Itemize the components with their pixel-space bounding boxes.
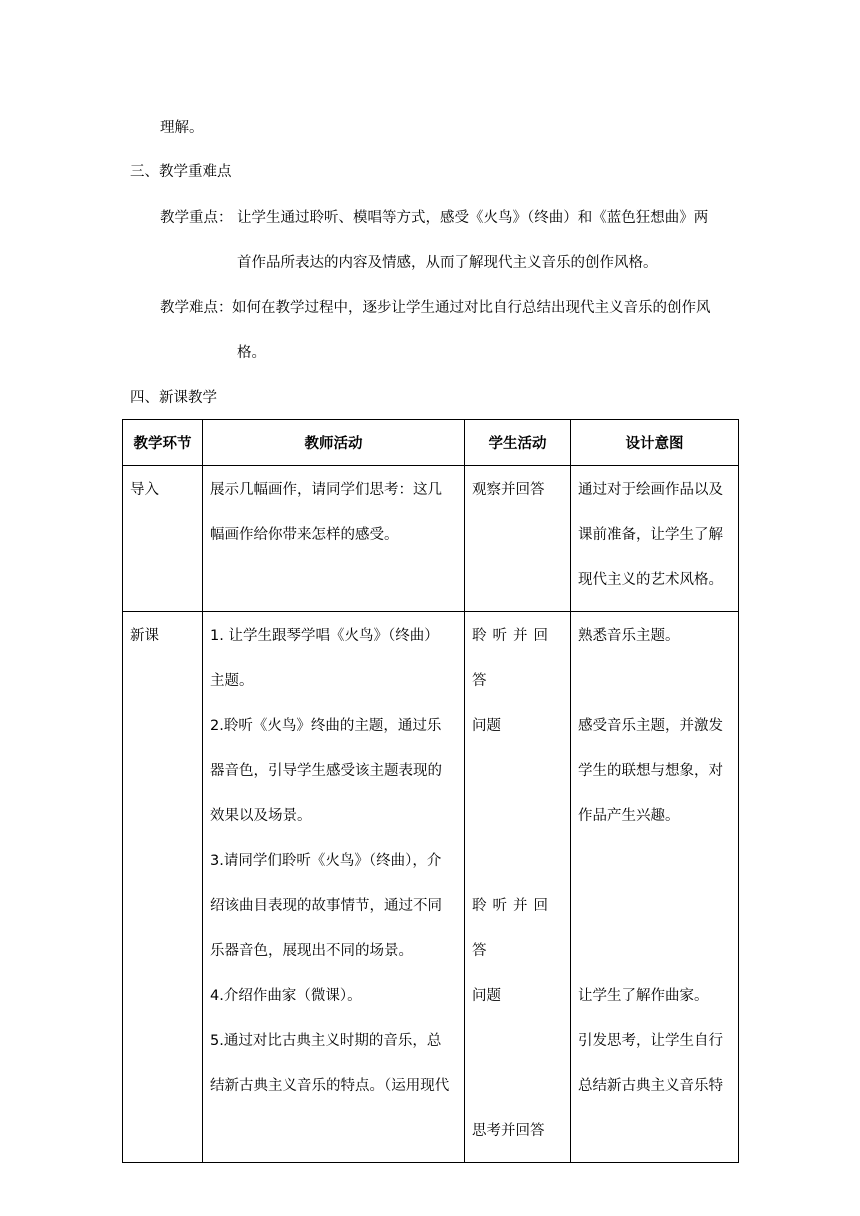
design-intent-cell xyxy=(571,612,739,1163)
difficulty-label: 教学难点： xyxy=(160,300,233,316)
teacher-line: 2.聆听《火鸟》终曲的主题，通过乐 xyxy=(210,718,442,734)
student-line: 聆听并回答 xyxy=(472,628,554,689)
intro-tail-text: 理解。 xyxy=(160,120,204,136)
intent-line: 总结新古典主义音乐特 xyxy=(578,1078,723,1094)
difficulty-text-line2: 格。 xyxy=(237,345,266,361)
student-line: 问题 xyxy=(472,988,501,1004)
student-line: 观察并回答 xyxy=(472,482,545,498)
intent-line: 课前准备，让学生了解 xyxy=(578,527,723,543)
teacher-activity-cell xyxy=(203,466,465,612)
intent-line: 引发思考，让学生自行 xyxy=(578,1033,723,1049)
teacher-line: 乐器音色，展现出不同的场景。 xyxy=(210,943,413,959)
teacher-line: 4.介绍作曲家（微课）。 xyxy=(210,988,362,1004)
stage-label: 导入 xyxy=(130,482,159,498)
section4-heading: 四、新课教学 xyxy=(130,390,217,406)
teacher-line: 5.通过对比古典主义时期的音乐，总 xyxy=(210,1033,442,1049)
intent-line: 现代主义的艺术风格。 xyxy=(578,572,723,588)
intent-line: 感受音乐主题，并激发 xyxy=(578,718,723,734)
header-student-activity: 学生活动 xyxy=(465,420,571,466)
student-activity-cell xyxy=(465,612,571,1163)
table-row xyxy=(123,612,739,1163)
section3-heading: 三、教学重难点 xyxy=(130,164,232,180)
teacher-activity-cell xyxy=(203,612,465,1163)
intent-line: 通过对于绘画作品以及 xyxy=(578,482,723,498)
header-design-intent: 设计意图 xyxy=(571,420,739,466)
intent-line: 作品产生兴趣。 xyxy=(578,808,680,824)
teacher-line: 效果以及场景。 xyxy=(210,808,312,824)
table-header-row xyxy=(123,420,739,466)
student-line: 问题 xyxy=(472,718,501,734)
teacher-line: 1. 让学生跟琴学唱《火鸟》（终曲） xyxy=(210,628,439,644)
table-row xyxy=(123,466,739,612)
student-line: 思考并回答 xyxy=(472,1123,545,1139)
teacher-line: 器音色，引导学生感受该主题表现的 xyxy=(210,763,442,779)
teacher-line: 主题。 xyxy=(210,673,254,689)
teacher-line: 展示几幅画作，请同学们思考：这几 xyxy=(210,482,442,498)
intent-line: 熟悉音乐主题。 xyxy=(578,628,680,644)
teacher-line: 幅画作给你带来怎样的感受。 xyxy=(210,527,399,543)
stage-label: 新课 xyxy=(130,628,159,644)
focus-text-line1: 让学生通过聆听、模唱等方式，感受《火鸟》（终曲）和《蓝色狂想曲》两 xyxy=(237,210,709,226)
student-activity-cell xyxy=(465,466,571,612)
lesson-plan-table xyxy=(122,419,739,1163)
header-teacher-activity: 教师活动 xyxy=(203,420,465,466)
focus-text-line2: 首作品所表达的内容及情感，从而了解现代主义音乐的创作风格。 xyxy=(237,255,658,271)
design-intent-cell xyxy=(571,466,739,612)
student-line: 聆听并回答 xyxy=(472,898,554,959)
header-stage: 教学环节 xyxy=(123,420,203,466)
intent-line: 学生的联想与想象，对 xyxy=(578,763,723,779)
teacher-line: 3.请同学们聆听《火鸟》（终曲），介 xyxy=(210,853,442,869)
stage-cell xyxy=(123,612,203,1163)
focus-label: 教学重点： xyxy=(160,210,233,226)
intent-line: 让学生了解作曲家。 xyxy=(578,988,709,1004)
teacher-line: 结新古典主义音乐的特点。（运用现代 xyxy=(210,1078,450,1094)
stage-cell xyxy=(123,466,203,612)
teacher-line: 绍该曲目表现的故事情节，通过不同 xyxy=(210,898,442,914)
difficulty-text-line1: 如何在教学过程中，逐步让学生通过对比自行总结出现代主义音乐的创作风 xyxy=(232,300,711,316)
